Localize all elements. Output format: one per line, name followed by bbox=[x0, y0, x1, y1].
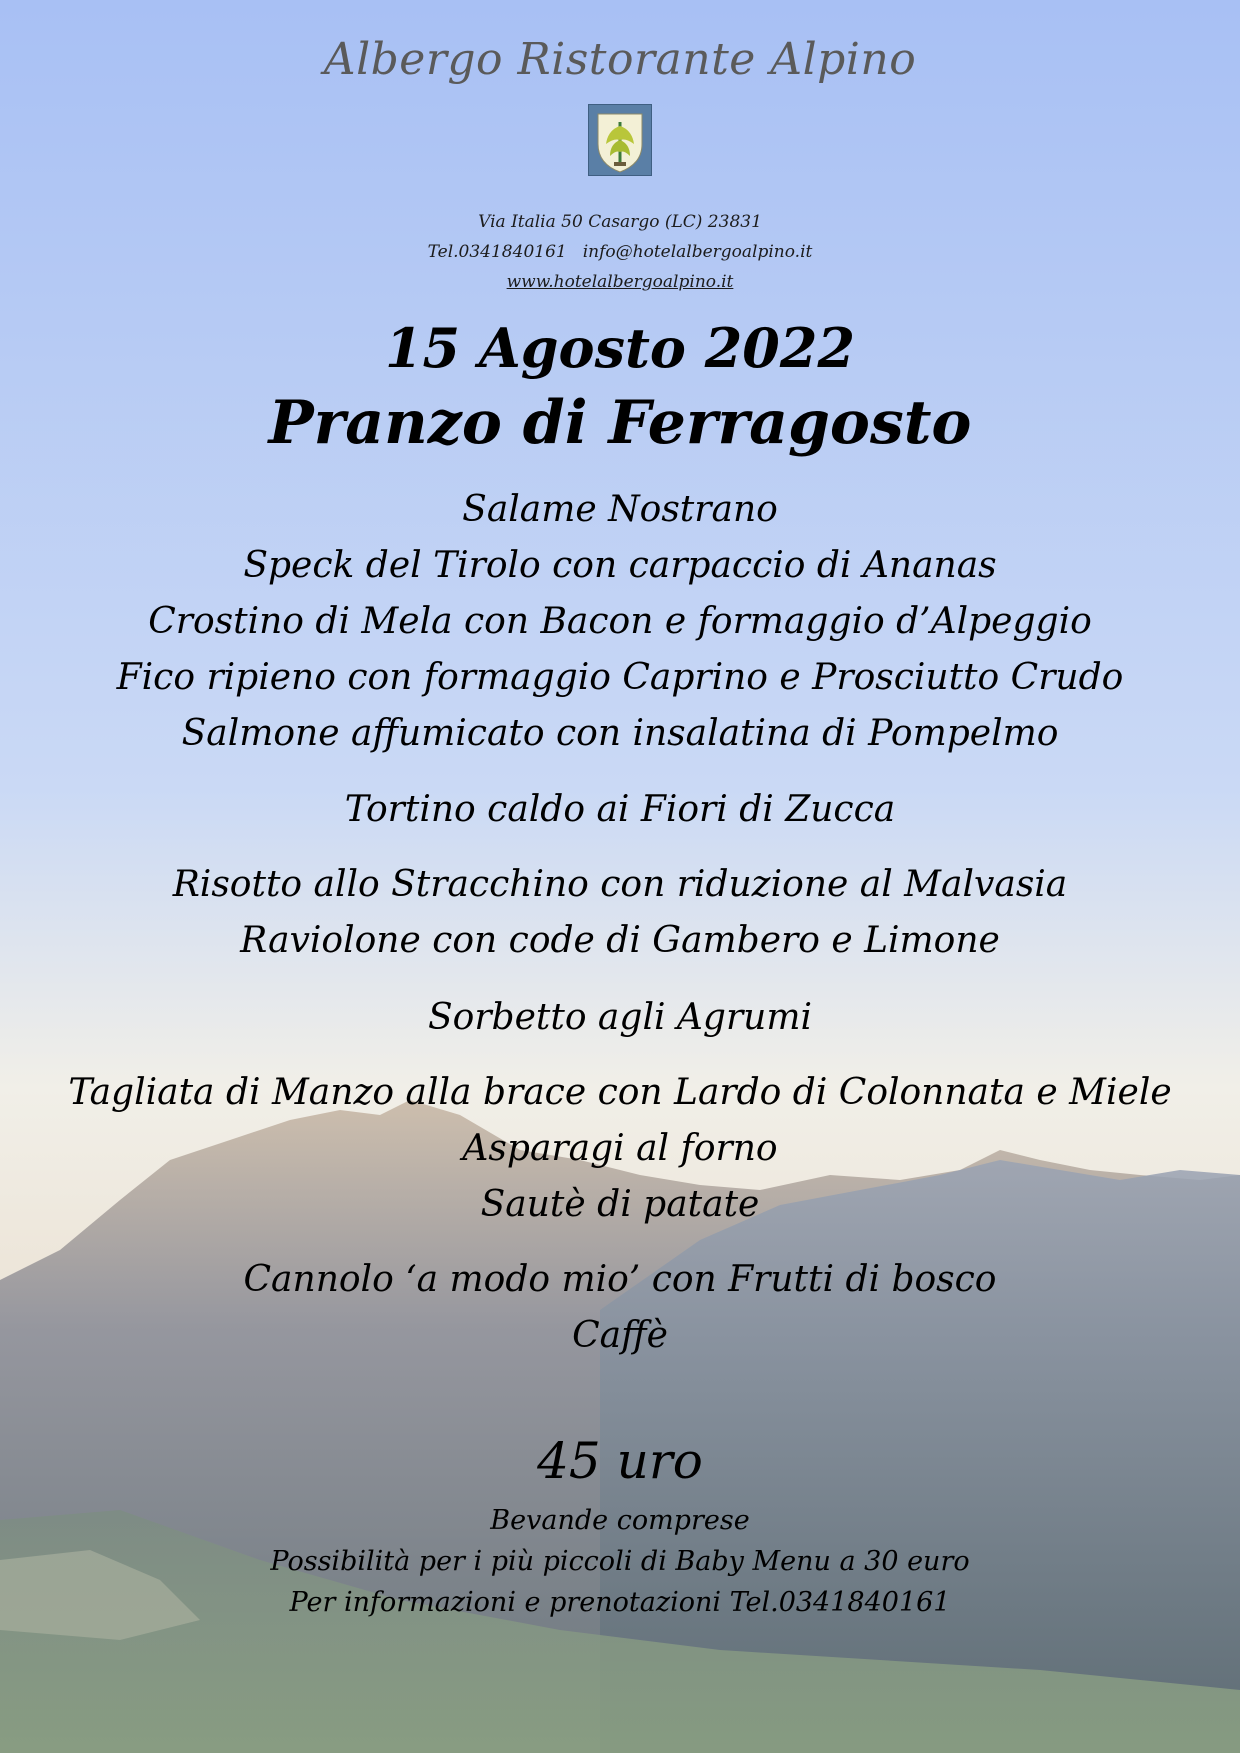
dish-item: Fico ripieno con formaggio Caprino e Prosciutto Crudo bbox=[116, 657, 1124, 698]
phone-number: Tel.0341840161 bbox=[427, 242, 567, 262]
dish-item: Tagliata di Manzo alla brace con Lardo di Colonnata e Miele bbox=[68, 1072, 1172, 1113]
website-link[interactable]: www.hotelalbergoalpino.it bbox=[506, 272, 734, 292]
event-title: Pranzo di Ferragosto bbox=[268, 388, 972, 458]
drinks-note: Bevande comprese bbox=[490, 1505, 750, 1536]
contact-line bbox=[0, 242, 1240, 262]
dish-item: Salmone affumicato con insalatina di Pompelmo bbox=[181, 713, 1059, 754]
course-secondi bbox=[0, 1065, 1240, 1233]
hotel-name: Albergo Ristorante Alpino bbox=[323, 34, 917, 85]
event-date: 15 Agosto 2022 bbox=[384, 316, 856, 380]
course-sorbetto bbox=[0, 990, 1240, 1046]
dish-item: Asparagi al forno bbox=[462, 1128, 778, 1169]
course-entree bbox=[0, 782, 1240, 838]
course-primi bbox=[0, 857, 1240, 969]
menu-price: 45 uro bbox=[537, 1432, 703, 1490]
dish-item: Crostino di Mela con Bacon e formaggio d’Alpeggio bbox=[148, 601, 1092, 642]
dish-item: Raviolone con code di Gambero e Limone bbox=[240, 920, 1000, 961]
dish-item: Speck del Tirolo con carpaccio di Ananas bbox=[243, 545, 997, 586]
email-address: info@hotelalbergoalpino.it bbox=[582, 242, 813, 262]
dish-item: Caffè bbox=[572, 1315, 668, 1356]
course-dolci bbox=[0, 1252, 1240, 1364]
booking-info: Per informazioni e prenotazioni Tel.0341840161 bbox=[289, 1587, 951, 1618]
dish-item: Salame Nostrano bbox=[462, 489, 778, 530]
course-antipasti bbox=[0, 482, 1240, 762]
website-line bbox=[0, 272, 1240, 292]
dish-item: Sautè di patate bbox=[480, 1184, 760, 1225]
kids-menu-note: Possibilità per i più piccoli di Baby Menu a 30 euro bbox=[270, 1546, 970, 1577]
coat-of-arms-icon bbox=[588, 104, 652, 176]
dish-item: Risotto allo Stracchino con riduzione al Malvasia bbox=[172, 864, 1068, 905]
address-line: Via Italia 50 Casargo (LC) 23831 bbox=[478, 212, 762, 232]
dish-item: Cannolo ‘a modo mio’ con Frutti di bosco bbox=[243, 1259, 997, 1300]
dish-item: Tortino caldo ai Fiori di Zucca bbox=[344, 789, 896, 830]
dish-item: Sorbetto agli Agrumi bbox=[427, 997, 812, 1038]
